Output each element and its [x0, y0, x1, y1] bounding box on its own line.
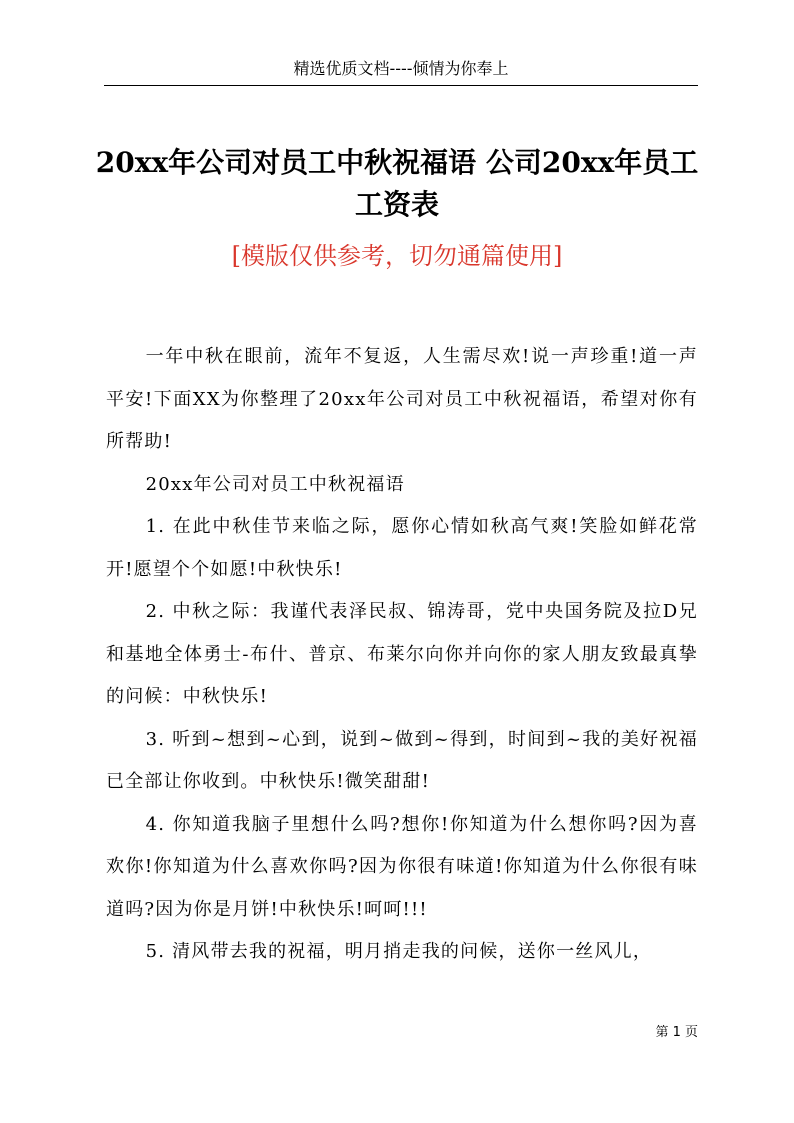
document-title: 20xx年公司对员工中秋祝福语 公司20xx年员工工资表 [95, 146, 699, 221]
header-divider [104, 85, 698, 86]
wish-item-1: 1. 在此中秋佳节来临之际，愿你心情如秋高气爽!笑脸如鲜花常开!愿望个个如愿!中秋快乐! [106, 516, 698, 580]
page-number: 第 1 页 [655, 1025, 698, 1040]
page-header: 精选优质文档----倾情为你奉上 [293, 59, 509, 78]
document-subtitle: [模版仅供参考，切勿通篇使用] [231, 242, 563, 270]
document-body [106, 336, 698, 974]
wish-item-2: 2. 中秋之际：我谨代表泽民叔、锦涛哥，党中央国务院及拉D兄和基地全体勇士-布什、普京、布莱尔向你并向你的家人朋友致最真挚的问候：中秋快乐! [106, 601, 698, 707]
wish-item-5: 5. 清风带去我的祝福，明月捎走我的问候，送你一丝风儿， [145, 941, 653, 962]
wish-item-3: 3. 听到~想到~心到，说到~做到~得到，时间到~我的美好祝福已全部让你收到。中秋快乐!微笑甜甜! [106, 728, 698, 792]
intro-paragraph: 一年中秋在眼前，流年不复返，人生需尽欢!说一声珍重!道一声平安!下面XX为你整理了20xx年公司对员工中秋祝福语，希望对你有所帮助! [106, 346, 698, 452]
section-heading: 20xx年公司对员工中秋祝福语 [145, 473, 405, 495]
wish-item-4: 4. 你知道我脑子里想什么吗?想你!你知道为什么想你吗?因为喜欢你!你知道为什么喜欢你吗?因为你很有味道!你知道为什么你很有味道吗?因为你是月饼!中秋快乐!呵呵!!! [106, 813, 698, 920]
